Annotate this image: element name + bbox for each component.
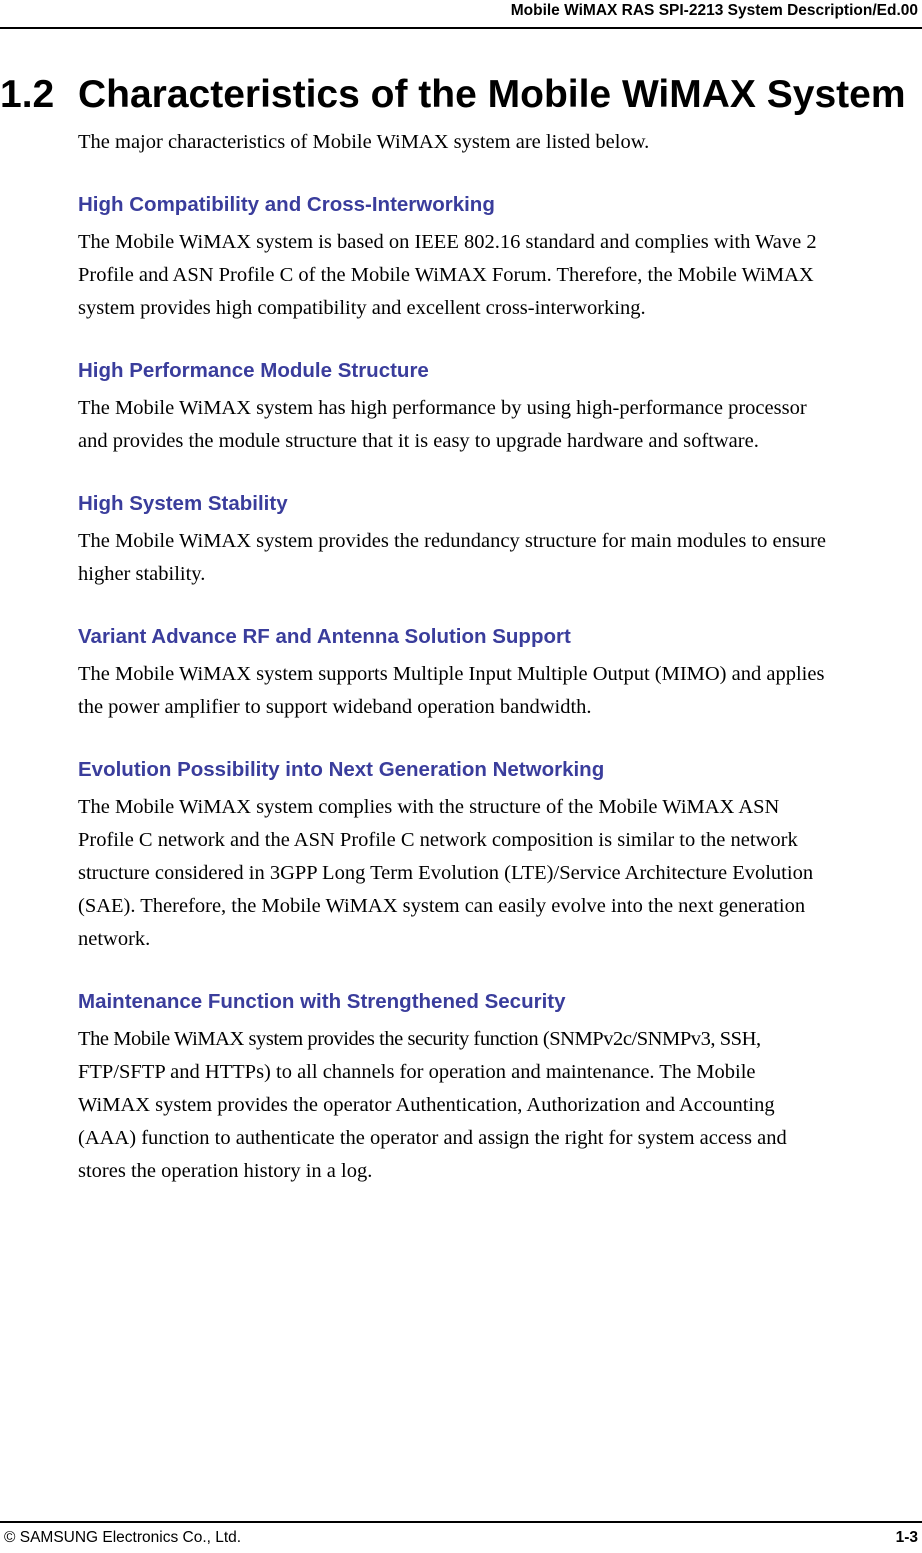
subsection-body-performance: [78, 392, 918, 458]
page-header: [0, 0, 922, 29]
subsection-body-rf-antenna: [78, 658, 918, 724]
section-title: Characteristics of the Mobile WiMAX System: [78, 73, 906, 116]
paragraph-line: stores the operation history in a log.: [78, 1160, 373, 1182]
subsection-body-stability: [78, 525, 918, 591]
section-heading: [0, 72, 906, 118]
subsection-heading-security: Maintenance Function with Strengthened Security: [78, 990, 566, 1013]
section-number: 1.2: [0, 73, 55, 116]
paragraph-line: network.: [78, 928, 151, 950]
subsection-heading-performance: High Performance Module Structure: [78, 359, 429, 382]
section-intro: The major characteristics of Mobile WiMAX system are listed below.: [78, 131, 650, 153]
subsection-heading-stability: High System Stability: [78, 492, 288, 515]
subsection-body-security: [78, 1023, 918, 1188]
paragraph-line: The Mobile WiMAX system provides the security function (SNMPv2c/SNMPv3, SSH,: [78, 1028, 761, 1050]
subsection-heading-compatibility: High Compatibility and Cross-Interworking: [78, 193, 495, 216]
paragraph-line: higher stability.: [78, 563, 206, 585]
paragraph-line: WiMAX system provides the operator Authentication, Authorization and Accounting: [78, 1094, 775, 1116]
paragraph-line: system provides high compatibility and excellent cross-interworking.: [78, 297, 646, 319]
subsection-heading-rf-antenna: Variant Advance RF and Antenna Solution Support: [78, 625, 571, 648]
copyright-notice: © SAMSUNG Electronics Co., Ltd.: [4, 1529, 242, 1546]
subsection-heading-evolution: Evolution Possibility into Next Generation Networking: [78, 758, 605, 781]
paragraph-line: FTP/SFTP and HTTPs) to all channels for operation and maintenance. The Mobile: [78, 1061, 756, 1083]
paragraph-line: (AAA) function to authenticate the operator and assign the right for system access and: [78, 1127, 787, 1149]
paragraph-line: structure considered in 3GPP Long Term Evolution (LTE)/Service Architecture Evolution: [78, 862, 814, 884]
paragraph-line: The Mobile WiMAX system has high performance by using high-performance processor: [78, 397, 807, 419]
paragraph-line: (SAE). Therefore, the Mobile WiMAX system can easily evolve into the next generation: [78, 895, 806, 917]
paragraph-line: The Mobile WiMAX system supports Multiple Input Multiple Output (MIMO) and applies: [78, 663, 825, 685]
paragraph-line: Profile and ASN Profile C of the Mobile WiMAX Forum. Therefore, the Mobile WiMAX: [78, 264, 814, 286]
paragraph-line: The Mobile WiMAX system provides the redundancy structure for main modules to ensure: [78, 530, 827, 552]
paragraph-line: The Mobile WiMAX system complies with the structure of the Mobile WiMAX ASN: [78, 796, 780, 818]
section-content: [78, 126, 918, 1188]
paragraph-line: Profile C network and the ASN Profile C network composition is similar to the network: [78, 829, 798, 851]
subsection-body-compatibility: [78, 226, 918, 325]
subsection-body-evolution: [78, 791, 918, 956]
page-number: 1-3: [895, 1529, 918, 1546]
page-footer: [0, 1521, 922, 1553]
paragraph-line: and provides the module structure that it is easy to upgrade hardware and software.: [78, 430, 759, 452]
paragraph-line: the power amplifier to support wideband operation bandwidth.: [78, 696, 592, 718]
paragraph-line: The Mobile WiMAX system is based on IEEE 802.16 standard and complies with Wave 2: [78, 231, 817, 253]
document-title: Mobile WiMAX RAS SPI-2213 System Description/Ed.00: [510, 2, 918, 19]
